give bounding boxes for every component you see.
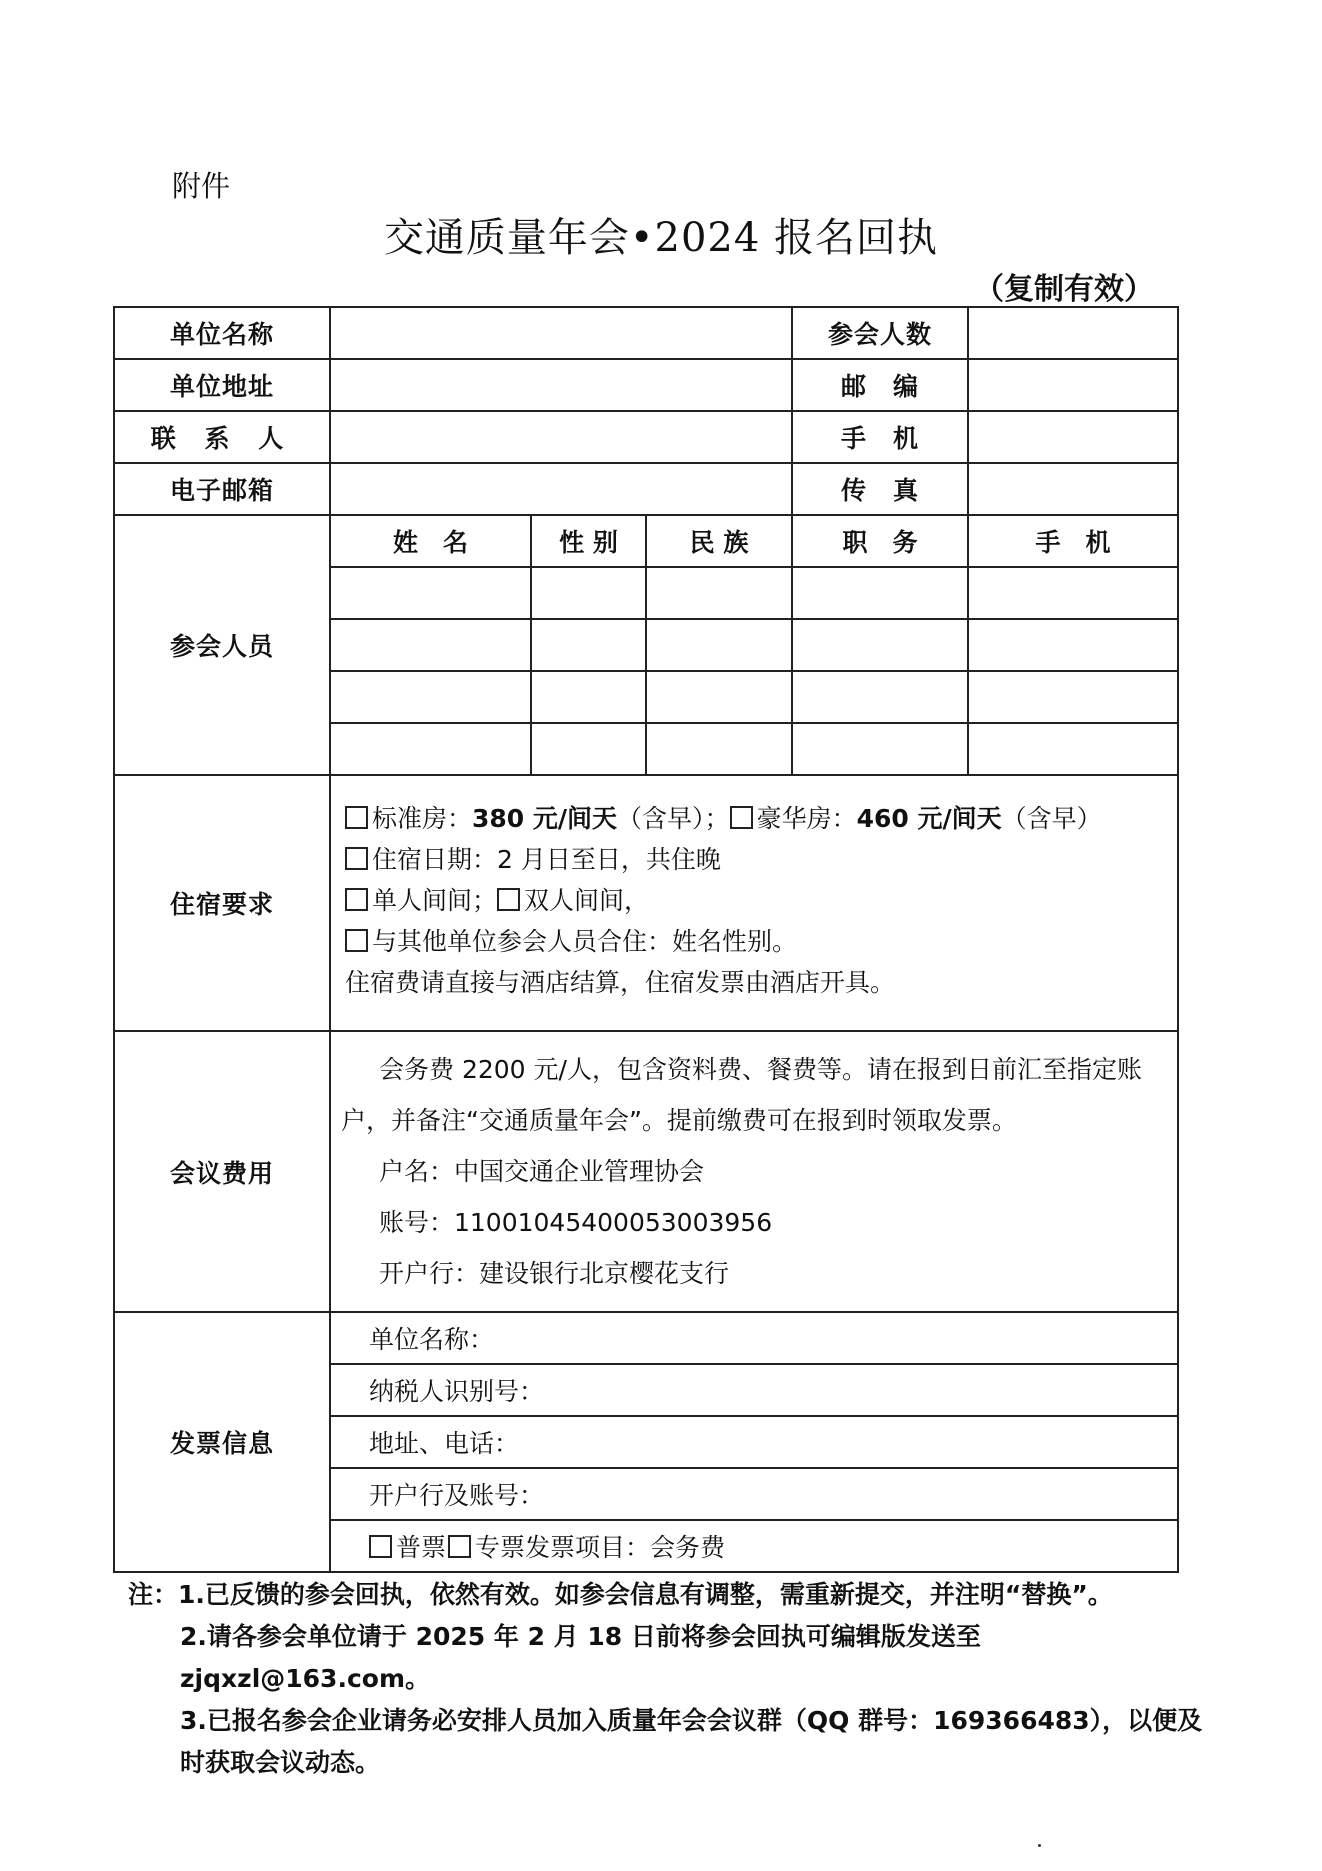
share-room-text: 与其他单位参会人员合住：姓名性别。 <box>372 927 798 956</box>
invoice-tax-id[interactable]: 纳税人识别号： <box>330 1364 1178 1416</box>
attendees-count-label: 参会人数 <box>792 307 968 359</box>
attendee-mobile-cell[interactable] <box>968 567 1178 619</box>
note-3a: 3.已报名参会企业请务必安排人员加入质量年会会议群（QQ 群号：169366483），以便及 <box>180 1706 1203 1735</box>
account-number: 账号：11001045400053003956 <box>379 1208 773 1237</box>
page-title: 交通质量年会•2024 报名回执 <box>383 215 939 261</box>
standard-room-price: 380 元/间天 <box>472 804 618 833</box>
lodging-label: 住宿要求 <box>114 775 330 1031</box>
deluxe-room-label: 豪华房： <box>756 804 857 833</box>
unit-address-label: 单位地址 <box>114 359 330 411</box>
fax-field[interactable] <box>968 463 1178 515</box>
lodging-content <box>330 775 1178 1031</box>
notes-section <box>128 1574 1208 1784</box>
postcode-label: 邮 编 <box>792 359 968 411</box>
unit-name-field[interactable] <box>330 307 792 359</box>
fee-content <box>330 1031 1178 1312</box>
single-room-checkbox[interactable] <box>345 888 368 911</box>
special-invoice-label: 专票发票项目：会务费 <box>475 1533 726 1562</box>
fee-line-2: 户，并备注“交通质量年会”。提前缴费可在报到时领取发票。 <box>341 1106 1017 1135</box>
deluxe-room-suffix: （含早） <box>1001 804 1102 833</box>
email-label: 电子邮箱 <box>114 463 330 515</box>
attendee-name-cell[interactable] <box>330 723 531 775</box>
attendee-ethnicity-cell[interactable] <box>646 619 792 671</box>
standard-room-label: 标准房： <box>372 804 473 833</box>
header-position: 职 务 <box>792 515 968 567</box>
standard-room-suffix: （含早）； <box>617 804 730 833</box>
mobile-field[interactable] <box>968 411 1178 463</box>
copy-valid-note: （复制有效） <box>974 272 1154 307</box>
attendee-mobile-cell[interactable] <box>968 671 1178 723</box>
attendees-label: 参会人员 <box>114 515 330 775</box>
deluxe-room-price: 460 元/间天 <box>856 804 1002 833</box>
invoice-unit-name[interactable]: 单位名称： <box>330 1312 1178 1364</box>
note-2: 2.请各参会单位请于 2025 年 2 月 18 日前将参会回执可编辑版发送至 zjqxzl@163.com。 <box>180 1622 981 1693</box>
attendee-name-cell[interactable] <box>330 671 531 723</box>
standard-room-checkbox[interactable] <box>345 806 368 829</box>
room-count-line <box>345 880 1163 921</box>
note-3b: 时获取会议动态。 <box>180 1748 381 1777</box>
attachment-label: 附件 <box>172 169 231 203</box>
share-room-checkbox[interactable] <box>345 929 368 952</box>
deluxe-room-checkbox[interactable] <box>730 806 753 829</box>
attendee-name-cell[interactable] <box>330 619 531 671</box>
normal-invoice-checkbox[interactable] <box>369 1535 392 1558</box>
notes-prefix: 注： <box>128 1580 179 1609</box>
note-1 <box>128 1574 1208 1616</box>
registration-table <box>113 306 1179 1573</box>
attendee-gender-cell[interactable] <box>531 619 646 671</box>
settlement-note: 住宿费请直接与酒店结算，住宿发票由酒店开具。 <box>345 968 896 997</box>
attendee-gender-cell[interactable] <box>531 723 646 775</box>
unit-address-field[interactable] <box>330 359 792 411</box>
special-invoice-checkbox[interactable] <box>448 1535 471 1558</box>
single-room-text: 单人间间； <box>372 886 498 915</box>
attendee-name-cell[interactable] <box>330 567 531 619</box>
stay-dates-line <box>345 839 1163 880</box>
room-type-line <box>345 798 1163 839</box>
double-room-checkbox[interactable] <box>497 888 520 911</box>
stay-dates-checkbox[interactable] <box>345 847 368 870</box>
invoice-label: 发票信息 <box>114 1312 330 1572</box>
bank-name: 开户行：建设银行北京樱花支行 <box>379 1259 730 1288</box>
fee-line-1: 会务费 2200 元/人，包含资料费、餐费等。请在报到日前汇至指定账 <box>379 1055 1142 1084</box>
invoice-bank-account[interactable]: 开户行及账号： <box>330 1468 1178 1520</box>
header-ethnicity: 民 族 <box>646 515 792 567</box>
mobile-label: 手 机 <box>792 411 968 463</box>
postcode-field[interactable] <box>968 359 1178 411</box>
attendee-position-cell[interactable] <box>792 619 968 671</box>
attendee-ethnicity-cell[interactable] <box>646 671 792 723</box>
email-field[interactable] <box>330 463 792 515</box>
page-mark <box>1038 1844 1041 1847</box>
attendee-mobile-cell[interactable] <box>968 723 1178 775</box>
normal-invoice-label: 普票 <box>396 1533 447 1562</box>
attendee-ethnicity-cell[interactable] <box>646 723 792 775</box>
contact-label: 联 系 人 <box>114 411 330 463</box>
attendee-position-cell[interactable] <box>792 723 968 775</box>
share-room-line <box>345 921 1163 962</box>
attendee-ethnicity-cell[interactable] <box>646 567 792 619</box>
header-gender: 性 别 <box>531 515 646 567</box>
fax-label: 传 真 <box>792 463 968 515</box>
header-mobile: 手 机 <box>968 515 1178 567</box>
attendee-position-cell[interactable] <box>792 671 968 723</box>
header-name: 姓 名 <box>330 515 531 567</box>
unit-name-label: 单位名称 <box>114 307 330 359</box>
account-name: 户名：中国交通企业管理协会 <box>379 1157 705 1186</box>
fee-label: 会议费用 <box>114 1031 330 1312</box>
attendee-position-cell[interactable] <box>792 567 968 619</box>
attendee-gender-cell[interactable] <box>531 567 646 619</box>
attendee-mobile-cell[interactable] <box>968 619 1178 671</box>
invoice-address-phone[interactable]: 地址、电话： <box>330 1416 1178 1468</box>
attendee-gender-cell[interactable] <box>531 671 646 723</box>
contact-field[interactable] <box>330 411 792 463</box>
double-room-text: 双人间间， <box>524 886 650 915</box>
stay-dates-text: 住宿日期：2 月日至日，共住晚 <box>372 845 721 874</box>
note-1-text: 1.已反馈的参会回执，依然有效。如参会信息有调整，需重新提交，并注明“替换”。 <box>178 1580 1113 1609</box>
attendees-count-field[interactable] <box>968 307 1178 359</box>
invoice-type-row <box>330 1520 1178 1572</box>
